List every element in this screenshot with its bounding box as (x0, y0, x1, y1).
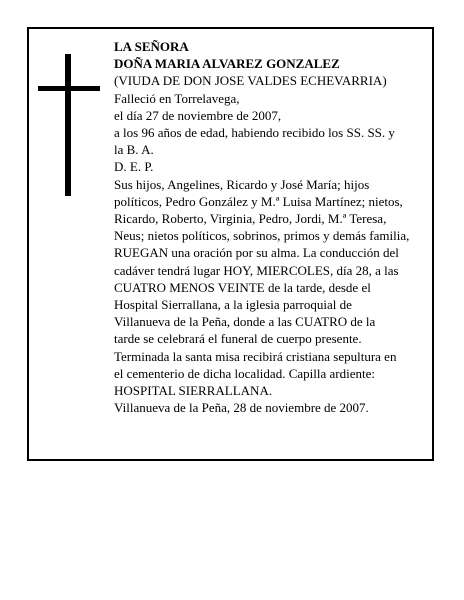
notice-line: Villanueva de la Peña, donde a las CUATRO de la (114, 314, 376, 330)
cross-icon (38, 54, 100, 196)
widow-of-line: (VIUDA DE DON JOSE VALDES ECHEVARRIA) (114, 73, 387, 89)
notice-line: tarde se celebrará el funeral de cuerpo presente. (114, 331, 362, 347)
notice-line: RUEGAN una oración por su alma. La conducción del (114, 245, 399, 261)
notice-line: la B. A. (114, 142, 154, 158)
cross-vertical-bar (65, 54, 71, 196)
notice-line: Hospital Sierrallana, a la iglesia parroquial de (114, 297, 352, 313)
notice-line: Neus; nietos políticos, sobrinos, primos y demás familia, (114, 228, 410, 244)
notice-line: políticos, Pedro González y M.ª Luisa Martínez; nietos, (114, 193, 403, 209)
notice-line: D. E. P. (114, 159, 154, 175)
notice-line: Terminada la santa misa recibirá cristiana sepultura en (114, 348, 397, 364)
notice-line: HOSPITAL SIERRALLANA. (114, 383, 273, 399)
notice-line: Sus hijos, Angelines, Ricardo y José María; hijos (114, 176, 370, 192)
notice-line: el día 27 de noviembre de 2007, (114, 107, 282, 123)
notice-line: el cementerio de dicha localidad. Capilla ardiente: (114, 365, 375, 381)
notice-line: CUATRO MENOS VEINTE de la tarde, desde el (114, 279, 371, 295)
deceased-name: DOÑA MARIA ALVAREZ GONZALEZ (114, 56, 340, 72)
notice-line: Ricardo, Roberto, Virginia, Pedro, Jordi, M.ª Teresa, (114, 211, 387, 227)
obituary-text (114, 38, 430, 416)
notice-line: cadáver tendrá lugar HOY, MIERCOLES, día 28, a las (114, 262, 399, 278)
notice-line: a los 96 años de edad, habiendo recibido los SS. SS. y (114, 125, 395, 141)
notice-line: Villanueva de la Peña, 28 de noviembre de 2007. (114, 400, 369, 416)
cross-horizontal-bar (38, 86, 100, 91)
notice-line: Falleció en Torrelavega, (114, 90, 240, 106)
notice-heading: LA SEÑORA (114, 39, 189, 54)
